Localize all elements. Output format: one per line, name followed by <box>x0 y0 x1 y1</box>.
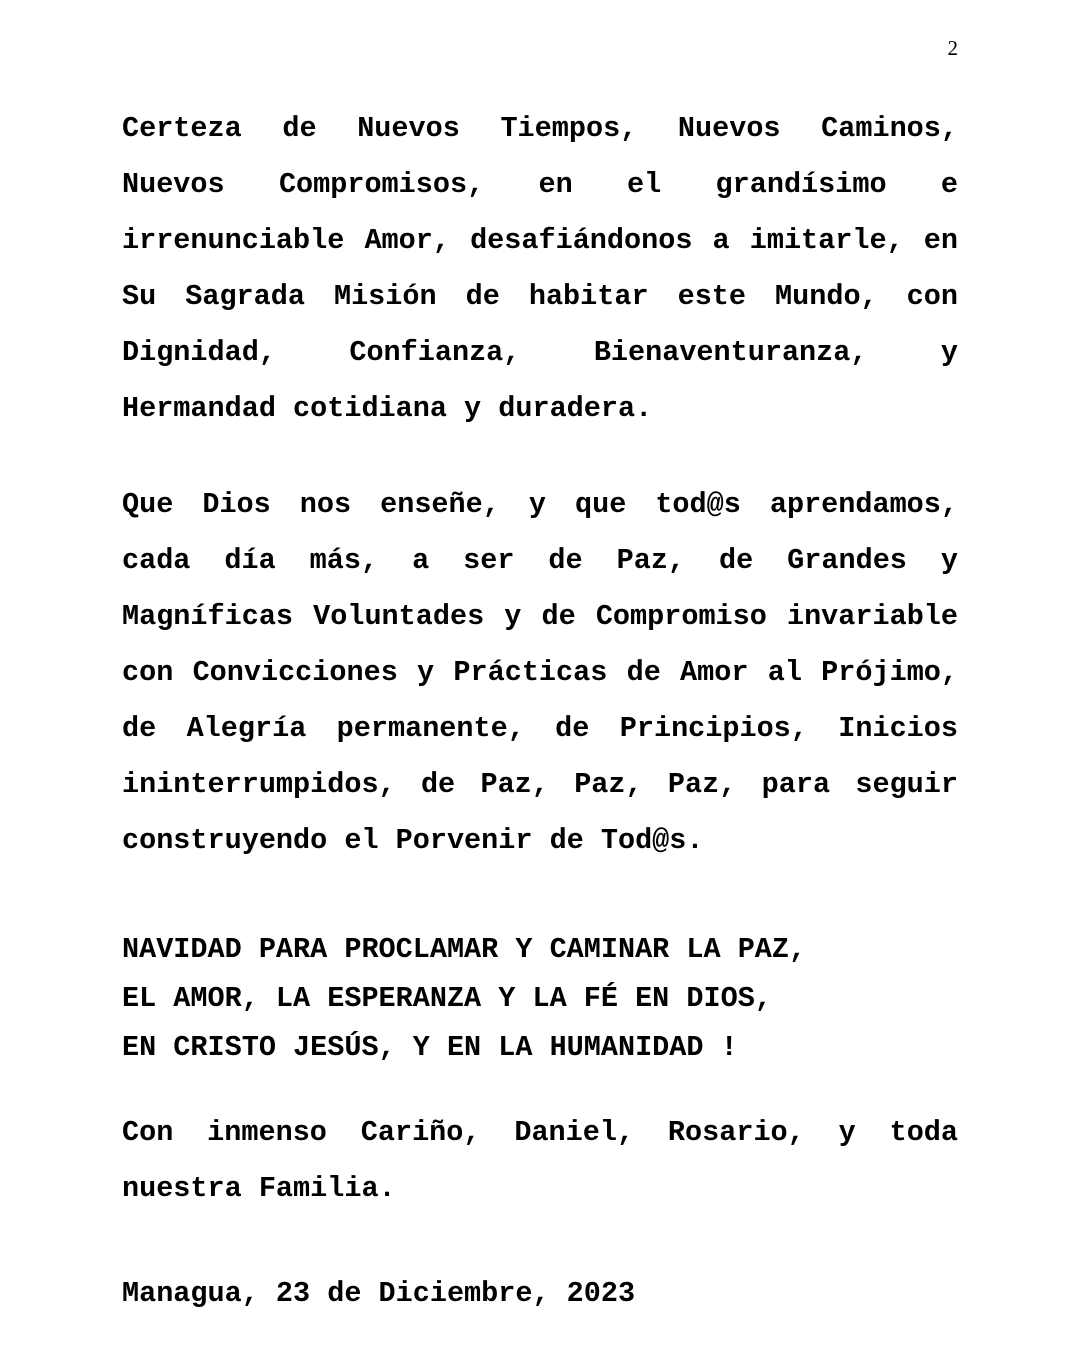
paragraph-new-times: Certeza de Nuevos Tiempos, Nuevos Caminos, Nuevos Compromisos, en el grandísimo e irrenunciable Amor, desafiándonos a imitarle, en Su Sagrada Misión de habitar este Mundo, con Dignidad, Confianza, Bienaventuranza, y Hermandad cotidiana y duradera. <box>122 112 958 425</box>
signature-paragraph: Con inmenso Cariño, Daniel, Rosario, y toda nuestra Familia. <box>122 1116 958 1205</box>
christmas-proclamation <box>122 925 958 1072</box>
proclamation-line: EL AMOR, LA ESPERANZA Y LA FÉ EN DIOS, <box>122 982 772 1015</box>
place-and-date: Managua, 23 de Diciembre, 2023 <box>122 1277 636 1310</box>
page-number: 2 <box>947 36 958 60</box>
proclamation-line: EN CRISTO JESÚS, Y EN LA HUMANIDAD ! <box>122 1031 738 1064</box>
paragraph-god-teach: Que Dios nos enseñe, y que tod@s aprendamos, cada día más, a ser de Paz, de Grandes y Magníficas Voluntades y de Compromiso invariable con Convicciones y Prácticas de Amor al Prójimo, de Alegría permanente, de Principios, Inicios ininterrumpidos, de Paz, Paz, Paz, para seguir construyendo el Porvenir de Tod@s. <box>122 488 958 857</box>
proclamation-line: NAVIDAD PARA PROCLAMAR Y CAMINAR LA PAZ, <box>122 933 807 966</box>
